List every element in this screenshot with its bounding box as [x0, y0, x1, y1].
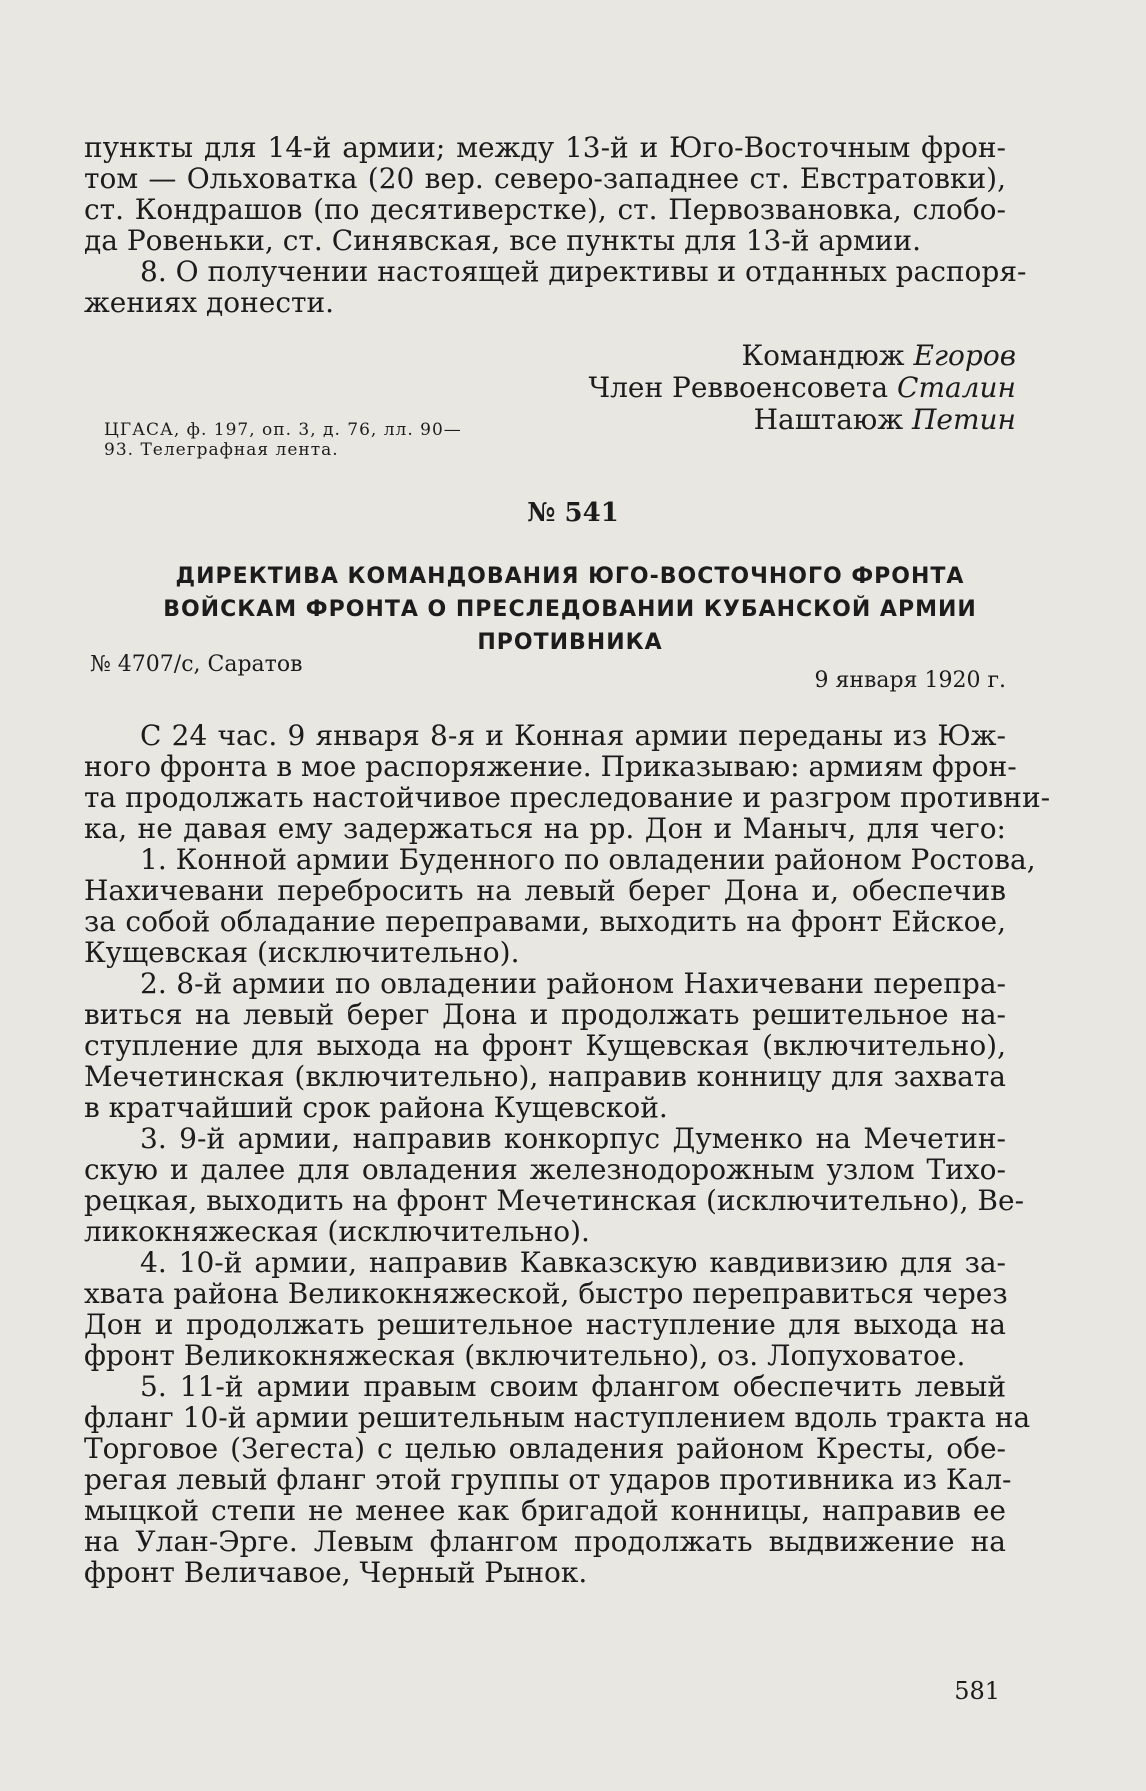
text-line: 1. Конной армии Буденного по овладении районом Ростова,	[140, 843, 1036, 876]
page-number: 581	[954, 1677, 1000, 1705]
text-line: в кратчайший срок района Кущевской.	[84, 1091, 668, 1124]
text-line: скую и далее для овладения железнодорожным узлом Тихо-	[84, 1153, 1006, 1186]
text-line: 4. 10-й армии, направив Кавказскую кавдивизию для за-	[140, 1246, 1006, 1279]
heading-line: ДИРЕКТИВА КОМАНДОВАНИЯ ЮГО-ВОСТОЧНОГО ФРОНТА	[175, 564, 965, 589]
text-line: Нахичевани перебросить на левый берег Дона и, обеспечив	[84, 874, 1006, 907]
text-line: регая левый фланг этой группы от ударов противника из Кал-	[84, 1463, 1012, 1496]
signature-council-member	[588, 372, 1016, 404]
archive-line: 93. Телеграфная лента.	[104, 440, 339, 460]
text-line: ст. Кондрашов (по десятиверстке), ст. Первозвановка, слобо-	[84, 193, 1006, 226]
text-line: 3. 9-й армии, направив конкорпус Думенко на Мечетин-	[140, 1122, 1006, 1155]
text-line: пункты для 14-й армии; между 13-й и Юго-Восточным фрон-	[84, 131, 1006, 164]
text-line: С 24 час. 9 января 8-я и Конная армии переданы из Юж-	[140, 719, 1006, 752]
document-heading	[100, 560, 1040, 659]
text-line: ступление для выхода на фронт Кущевская (включительно),	[84, 1029, 1006, 1062]
text-line: да Ровеньки, ст. Синявская, все пункты для 13-й армии.	[84, 224, 921, 257]
directive-number-place: № 4707/с, Саратов	[90, 652, 303, 677]
text-line: 2. 8-й армии по овладении районом Нахичевани перепра-	[140, 967, 1006, 1000]
text-line: жениях донести.	[84, 286, 335, 319]
text-line: рецкая, выходить на фронт Мечетинская (исключительно), Ве-	[84, 1184, 1025, 1217]
text-line: ликокняжеская (исключительно).	[84, 1215, 590, 1248]
signature-name: Петин	[911, 403, 1016, 436]
signature-chief-of-staff	[754, 404, 1016, 436]
heading-line: ПРОТИВНИКА	[477, 630, 663, 655]
text-line: фланг 10-й армии решительным наступлением вдоль тракта на	[84, 1401, 1031, 1434]
text-line: на Улан-Эрге. Левым флангом продолжать выдвижение на	[84, 1525, 1006, 1558]
text-line: фронт Великокняжеская (включительно), оз. Лопуховатое.	[84, 1339, 966, 1372]
text-line: фронт Величавое, Черный Рынок.	[84, 1556, 588, 1589]
text-line: 5. 11-й армии правым своим флангом обеспечить левый	[140, 1370, 1006, 1403]
body-text-block	[84, 719, 1051, 1589]
directive-date: 9 января 1920 г.	[814, 668, 1006, 693]
text-line: виться на левый берег Дона и продолжать решительное на-	[84, 998, 1006, 1031]
signature-title: Наштаюж	[753, 403, 904, 436]
text-line: Дон и продолжать решительное наступление для выхода на	[84, 1308, 1006, 1341]
text-line: 8. О получении настоящей директивы и отданных распоря-	[140, 255, 1027, 288]
text-line: ка, не давая ему задержаться на рр. Дон и Маныч, для чего:	[84, 812, 1006, 845]
archive-reference	[104, 420, 462, 460]
archive-line: ЦГАСА, ф. 197, оп. 3, д. 76, лл. 90—	[104, 420, 462, 440]
text-line: Торговое (Зегеста) с целью овладения районом Кресты, обе-	[84, 1432, 1006, 1465]
document-number: № 541	[527, 498, 619, 528]
signature-title: Член Реввоенсовета	[588, 371, 889, 404]
text-line: мыцкой степи не менее как бригадой конницы, направив ее	[84, 1494, 1006, 1527]
text-line: Кущевская (исключительно).	[84, 936, 520, 969]
text-line: том — Ольховатка (20 вер. северо-западнее ст. Евстратовки),	[84, 162, 1006, 195]
heading-line: ВОЙСКАМ ФРОНТА О ПРЕСЛЕДОВАНИИ КУБАНСКОЙ АРМИИ	[163, 597, 977, 622]
text-line: за собой обладание переправами, выходить на фронт Ейское,	[84, 905, 1006, 938]
text-line: ного фронта в мое распоряжение. Приказываю: армиям фрон-	[84, 750, 1017, 783]
top-text-block	[84, 131, 1027, 319]
text-line: хвата района Великокняжеской, быстро переправиться через	[84, 1277, 1008, 1310]
signature-name: Егоров	[913, 339, 1016, 372]
text-line: Мечетинская (включительно), направив конницу для захвата	[84, 1060, 1006, 1093]
text-line: та продолжать настойчивое преследование и разгром противни-	[84, 781, 1051, 814]
signature-title: Командюж	[741, 339, 905, 372]
signature-commander	[742, 340, 1016, 372]
signature-name: Сталин	[897, 371, 1016, 404]
